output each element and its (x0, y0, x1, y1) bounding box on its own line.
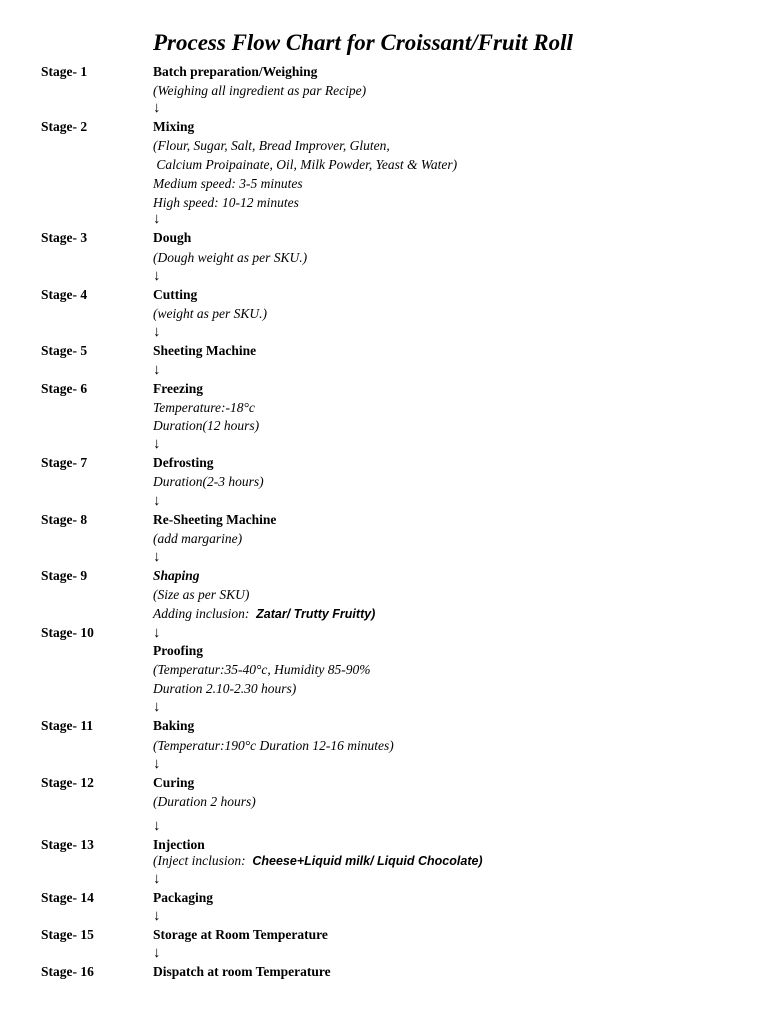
inclusion-prefix: (Inject inclusion: (153, 853, 253, 868)
stage-detail: (weight as per SKU.) (153, 306, 267, 321)
stage-label: Stage- 14 (41, 890, 94, 905)
flow-arrow: ↓ (153, 362, 161, 378)
stage-name: Sheeting Machine (153, 343, 257, 358)
flow-arrow: ↓ (153, 945, 161, 961)
stage-detail: (Size as per SKU) (153, 587, 250, 602)
inclusion-value: Zatar/ Trutty Fruitty) (256, 607, 376, 621)
stage-detail: (Temperatur:35-40°c, Humidity 85-90% (153, 662, 371, 677)
flow-arrow: ↓ (153, 268, 161, 284)
stage-detail: Duration 2.10-2.30 hours) (153, 681, 297, 696)
flow-arrow: ↓ (153, 871, 161, 887)
stage-name: Baking (153, 718, 195, 733)
stage-label: Stage- 2 (41, 119, 88, 134)
stage-name: Defrosting (153, 455, 214, 470)
stage-label: Stage- 6 (41, 381, 88, 396)
stage-name: Curing (153, 775, 195, 790)
flow-arrow: ↓ (153, 436, 161, 452)
stage-detail: Duration(12 hours) (153, 418, 260, 433)
stage-name: Dough (153, 230, 192, 245)
stage-name: Proofing (153, 643, 203, 658)
stage-label: Stage- 9 (41, 568, 88, 583)
stage-label: Stage- 3 (41, 230, 88, 245)
stage-inclusion (153, 606, 375, 622)
stage-label: Stage- 5 (41, 343, 88, 358)
stage-detail: High speed: 10-12 minutes (153, 195, 299, 210)
stage-name: Shaping (153, 568, 200, 583)
stage-name: Batch preparation/Weighing (153, 64, 318, 79)
stage-label: Stage- 8 (41, 512, 88, 527)
stage-name: Freezing (153, 381, 203, 396)
stage-detail: Duration(2-3 hours) (153, 474, 264, 489)
stage-detail: (Dough weight as per SKU.) (153, 250, 308, 265)
stage-inclusion (153, 853, 483, 869)
stage-label: Stage- 15 (41, 927, 94, 942)
inclusion-value: Cheese+Liquid milk/ Liquid Chocolate) (252, 854, 483, 868)
flow-arrow: ↓ (153, 699, 161, 715)
stage-detail: (Duration 2 hours) (153, 794, 256, 809)
flow-arrow: ↓ (153, 908, 161, 924)
stage-name: Cutting (153, 287, 198, 302)
flow-arrow: ↓ (153, 493, 161, 509)
inclusion-prefix: Adding inclusion: (153, 606, 257, 621)
stage-name: Re-Sheeting Machine (153, 512, 277, 527)
stage-name: Storage at Room Temperature (153, 927, 328, 942)
stage-label: Stage- 12 (41, 775, 94, 790)
stage-detail: Temperature:-18°c (153, 400, 255, 415)
flow-arrow: ↓ (153, 211, 161, 227)
stage-label: Stage- 16 (41, 964, 94, 979)
stage-name: Mixing (153, 119, 195, 134)
stage-label: Stage- 4 (41, 287, 88, 302)
page-title: Process Flow Chart for Croissant/Fruit Roll (153, 30, 573, 55)
stage-detail: (add margarine) (153, 531, 243, 546)
flow-arrow: ↓ (153, 324, 161, 340)
stage-label: Stage- 11 (41, 718, 94, 733)
stage-detail: (Temperatur:190°c Duration 12-16 minutes) (153, 738, 394, 753)
stage-name: Injection (153, 837, 205, 852)
stage-detail: (Flour, Sugar, Salt, Bread Improver, Gluten, (153, 138, 390, 153)
flow-arrow: ↓ (153, 100, 161, 116)
flow-arrow: ↓ (153, 549, 161, 565)
flow-arrow: ↓ (153, 625, 161, 641)
stage-name: Dispatch at room Temperature (153, 964, 331, 979)
flow-arrow: ↓ (153, 818, 161, 834)
stage-label: Stage- 7 (41, 455, 88, 470)
stage-detail: Calcium Proipainate, Oil, Milk Powder, Yeast & Water) (153, 157, 458, 172)
stage-label: Stage- 10 (41, 625, 94, 640)
stage-detail: Medium speed: 3-5 minutes (153, 176, 303, 191)
stage-name: Packaging (153, 890, 214, 905)
stage-label: Stage- 13 (41, 837, 94, 852)
stage-label: Stage- 1 (41, 64, 88, 79)
flow-arrow: ↓ (153, 756, 161, 772)
stage-detail: (Weighing all ingredient as par Recipe) (153, 83, 367, 98)
